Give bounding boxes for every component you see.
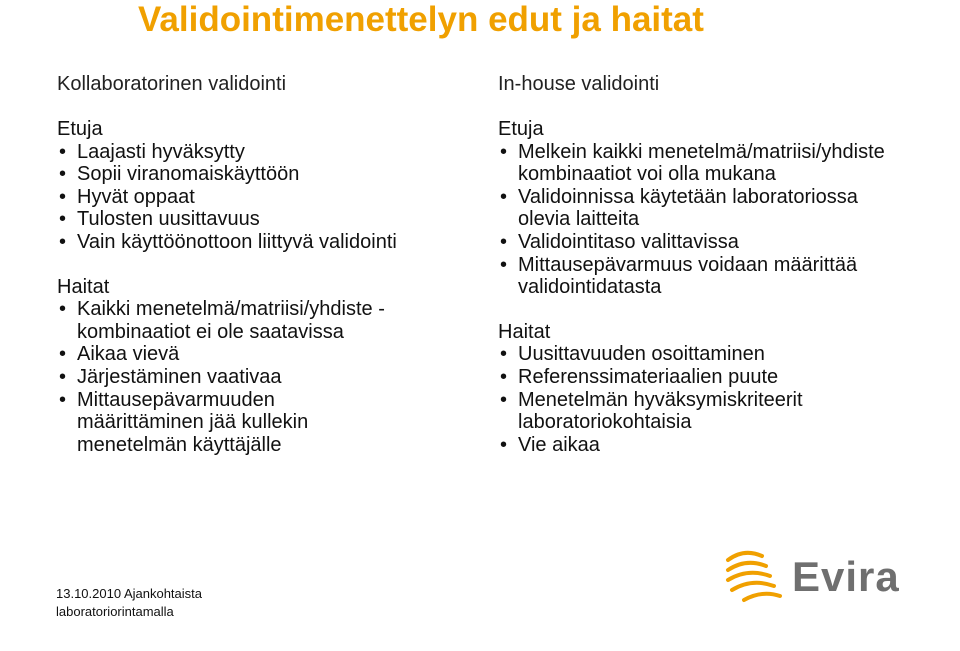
evira-logo (722, 546, 922, 606)
bullet-icon: • (59, 298, 67, 321)
list-item: • Aikaa vievä (59, 343, 180, 366)
right-cons-list (498, 343, 918, 456)
list-item: • Kaikki menetelmä/matriisi/yhdiste -kombinaatiot ei ole saatavissa (59, 298, 385, 343)
right-column (498, 118, 918, 456)
list-item: • Sopii viranomaiskäyttöön (59, 163, 300, 186)
bullet-icon: • (59, 185, 67, 208)
right-cons-label: Haitat (498, 320, 551, 343)
logo-wordmark: Evira (792, 553, 900, 600)
footer (56, 585, 202, 621)
left-column-heading: Kollaboratorinen validointi (57, 73, 287, 95)
list-item: • Vain käyttöönottoon liittyvä validointi (59, 230, 397, 253)
left-pros-label: Etuja (57, 118, 103, 140)
list-item: • Järjestäminen vaativaa (59, 365, 282, 388)
list-item: • Menetelmän hyväksymiskriteerit laboratoriokohtaisia (500, 388, 803, 434)
list-item: • Mittausepävarmuus voidaan määrittää validointidatasta (500, 253, 858, 299)
list-item: • Uusittavuuden osoittaminen (500, 343, 765, 366)
list-item: • Validointitaso valittavissa (500, 230, 739, 253)
list-item: • Mittausepävarmuuden määrittäminen jää kullekin menetelmän käyttäjälle (59, 388, 309, 456)
list-item: • Validoinnissa käytetään laboratoriossa olevia laitteita (500, 185, 858, 231)
right-column-heading: In-house validointi (498, 73, 660, 95)
slide-title: Validointimenettelyn edut ja haitat (138, 0, 704, 39)
bullet-icon: • (500, 365, 508, 388)
list-item: • Tulosten uusittavuus (59, 208, 260, 231)
list-item: • Melkein kaikki menetelmä/matriisi/yhdiste kombinaatiot voi olla mukana (500, 140, 885, 186)
list-item: • Referenssimateriaalien puute (500, 365, 779, 388)
bullet-icon: • (59, 388, 67, 411)
bullet-icon: • (59, 343, 67, 366)
bullet-icon: • (59, 140, 67, 163)
right-pros-label: Etuja (498, 118, 544, 140)
bullet-icon: • (500, 140, 508, 163)
bullet-icon: • (500, 388, 508, 411)
bullet-icon: • (500, 343, 508, 366)
list-item: • Laajasti hyväksytty (59, 140, 245, 163)
bullet-icon: • (59, 230, 67, 253)
list-item: • Hyvät oppaat (59, 185, 195, 208)
footer-date-line: 13.10.2010 Ajankohtaista (56, 586, 203, 601)
bullet-icon: • (500, 185, 508, 208)
list-item: • Vie aikaa (500, 433, 600, 456)
bullet-icon: • (59, 365, 67, 388)
bullet-icon: • (500, 433, 508, 456)
left-pros-list (57, 141, 457, 254)
left-cons-list (57, 298, 457, 456)
left-cons-label: Haitat (57, 275, 110, 298)
footer-subtitle-line: laboratoriorintamalla (56, 604, 174, 619)
right-pros-list (498, 141, 918, 299)
bullet-icon: • (500, 230, 508, 253)
logo-symbol-icon (722, 546, 794, 606)
left-column (57, 118, 457, 456)
bullet-icon: • (59, 163, 67, 186)
bullet-icon: • (59, 208, 67, 231)
bullet-icon: • (500, 253, 508, 276)
